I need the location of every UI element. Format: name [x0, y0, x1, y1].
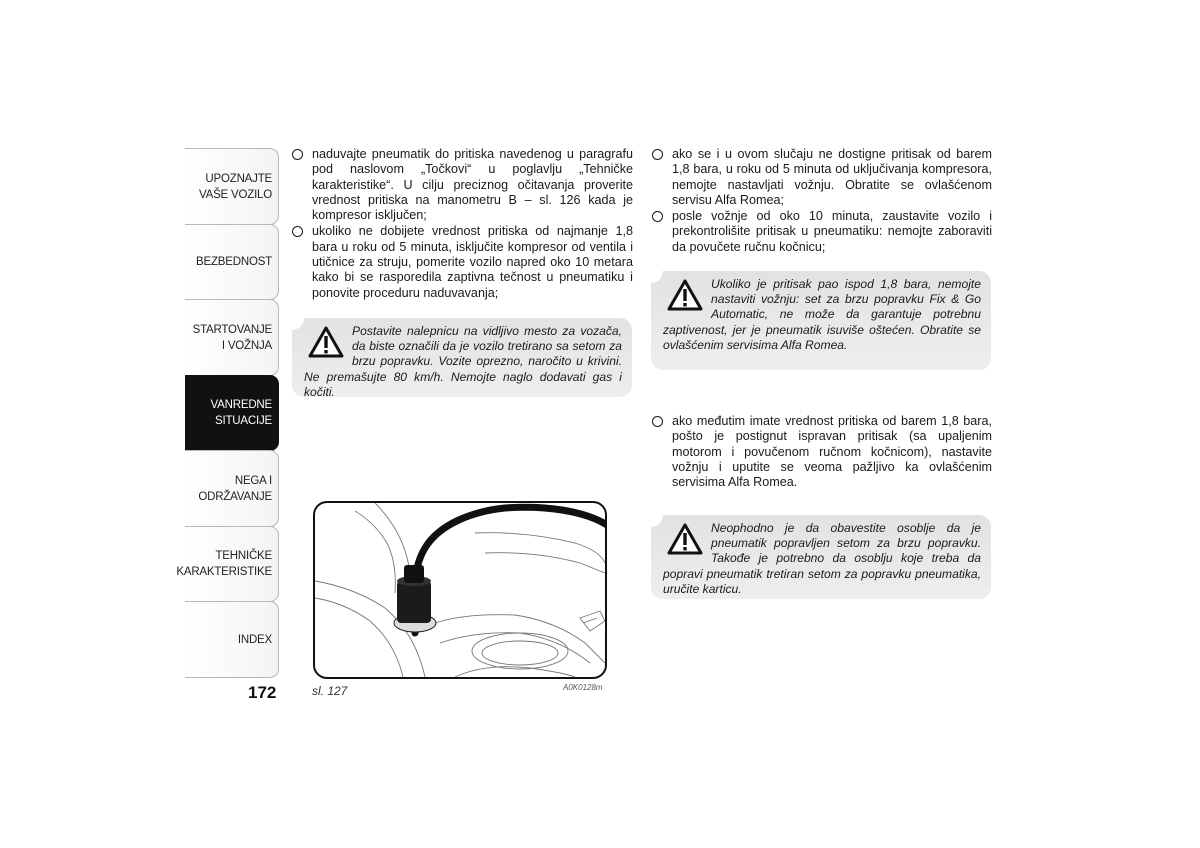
warning-box [651, 515, 991, 599]
tab-label-line2: SITUACIJE [215, 415, 272, 427]
warning-box [651, 271, 991, 370]
tab-label-line1: INDEX [237, 633, 272, 646]
list-item [291, 224, 633, 300]
tab-upoznajte-vase-vozilo[interactable] [185, 148, 279, 225]
list-item [651, 209, 992, 255]
warning-triangle-icon [308, 326, 344, 358]
tab-tehnicke-karakteristike[interactable] [176, 526, 279, 602]
list-item [291, 147, 633, 223]
list-item-text: ako međutim imate vrednost pritiska od barem 1,8 bara, pošto je postignut ispravan pritisak (sa upaljenim motorom i povučenom ručnom kočnicom), nastavite vožnju i uputite se veoma pažljivo ka ovlašćenim servisima Alfa Romea. [672, 414, 992, 490]
bullet-circle-icon [652, 149, 663, 160]
tab-startovanje-i-voznja[interactable] [185, 299, 279, 376]
list-item-text: posle vožnje od oko 10 minuta, zaustavite vozilo i prekontrolišite pritisak u pneumatiku: nemojte zaboraviti da povučete ručnu kočnicu; [672, 209, 992, 254]
tab-vanredne-situacije[interactable] [185, 375, 279, 451]
tab-label-line1: UPOZNAJTE [205, 172, 272, 185]
figure-caption: sl. 127 [312, 684, 348, 698]
list-item-text: naduvajte pneumatik do pritiska navedenog u paragrafu pod naslovom „Točkovi“ u poglavlju „Tehničke karakteristike“. U cilju preciznog očitavanja proverite vrednost pritiska na manometru B – sl. 126 kada je kompresor isključen; [312, 147, 633, 223]
bullet-circle-icon [292, 149, 303, 160]
bullet-circle-icon [292, 226, 303, 237]
left-column [291, 147, 633, 302]
warning-text: Postavite nalepnicu na vidljivo mesto za vozača, da biste označili da je vozilo tretirano sa setom za brzu popravku. Vozite oprezno, naročito u krivini. Ne premašujte 80 km/h. Nemojte naglo dodavati gas i kočiti. [304, 324, 622, 399]
tab-label-line2: VAŠE VOZILO [199, 188, 272, 201]
warning-text: Neophodno je da obavestite osoblje da je pneumatik popravljen setom za brzu popravku. Takođe je potrebno da osoblju koje treba da popravi pneumatik tretiran setom za popravku pneumatika, uručite karticu. [663, 521, 981, 596]
list-item [651, 414, 992, 490]
compressor-plug-illustration [315, 503, 605, 677]
bullet-circle-icon [652, 211, 663, 222]
figure-code: A0K0128m [563, 683, 603, 692]
tab-label-line2: KARAKTERISTIKE [176, 566, 272, 578]
list-item-text: ako se i u ovom slučaju ne dostigne pritisak od barem 1,8 bara, u roku od 5 minuta od uključivanja kompresora, nemojte nastavljati vožnju. Obratite se ovlašćenom servisu Alfa Romea; [672, 147, 992, 207]
figure-compressor-plug [313, 501, 607, 679]
tab-label-line1: NEGA I [234, 474, 272, 487]
list-item-text: ukoliko ne dobijete vrednost pritiska od najmanje 1,8 bara u roku od 5 minuta, isključite kompresor od ventila i utičnice za struju, pomerite vozilo napred oko 10 metara kako bi se rasporedila zaptivna tečnost u pneumatiku i ponovite proceduru naduvavanja; [312, 224, 633, 300]
right-column-lower [651, 414, 992, 491]
warning-triangle-icon [667, 523, 703, 555]
tab-bezbednost[interactable] [185, 224, 279, 300]
tab-label-line2: I VOŽNJA [221, 339, 272, 352]
page-number: 172 [248, 683, 277, 702]
warning-box [292, 318, 632, 397]
tab-label-line1: TEHNIČKE [215, 550, 272, 562]
warning-text: Ukoliko je pritisak pao ispod 1,8 bara, nemojte nastaviti vožnju: set za brzu popravku Fix & Go Automatic, ne može da garantuje potrebnu zaptivenost, jer je pneumatik isuviše oštećen. Obratite se ovlašćenim servisima Alfa Romea. [663, 277, 981, 352]
warning-triangle-icon [667, 279, 703, 311]
tab-label-line2: ODRŽAVANJE [198, 490, 272, 503]
tab-index[interactable] [185, 601, 279, 678]
right-column [651, 147, 992, 256]
list-item [651, 147, 992, 208]
bullet-circle-icon [652, 416, 663, 427]
tab-label-line1: BEZBEDNOST [196, 256, 272, 268]
tab-label-line1: STARTOVANJE [192, 323, 272, 336]
tab-nega-i-odrzavanje[interactable] [185, 450, 279, 527]
tab-label-line1: VANREDNE [210, 399, 272, 411]
